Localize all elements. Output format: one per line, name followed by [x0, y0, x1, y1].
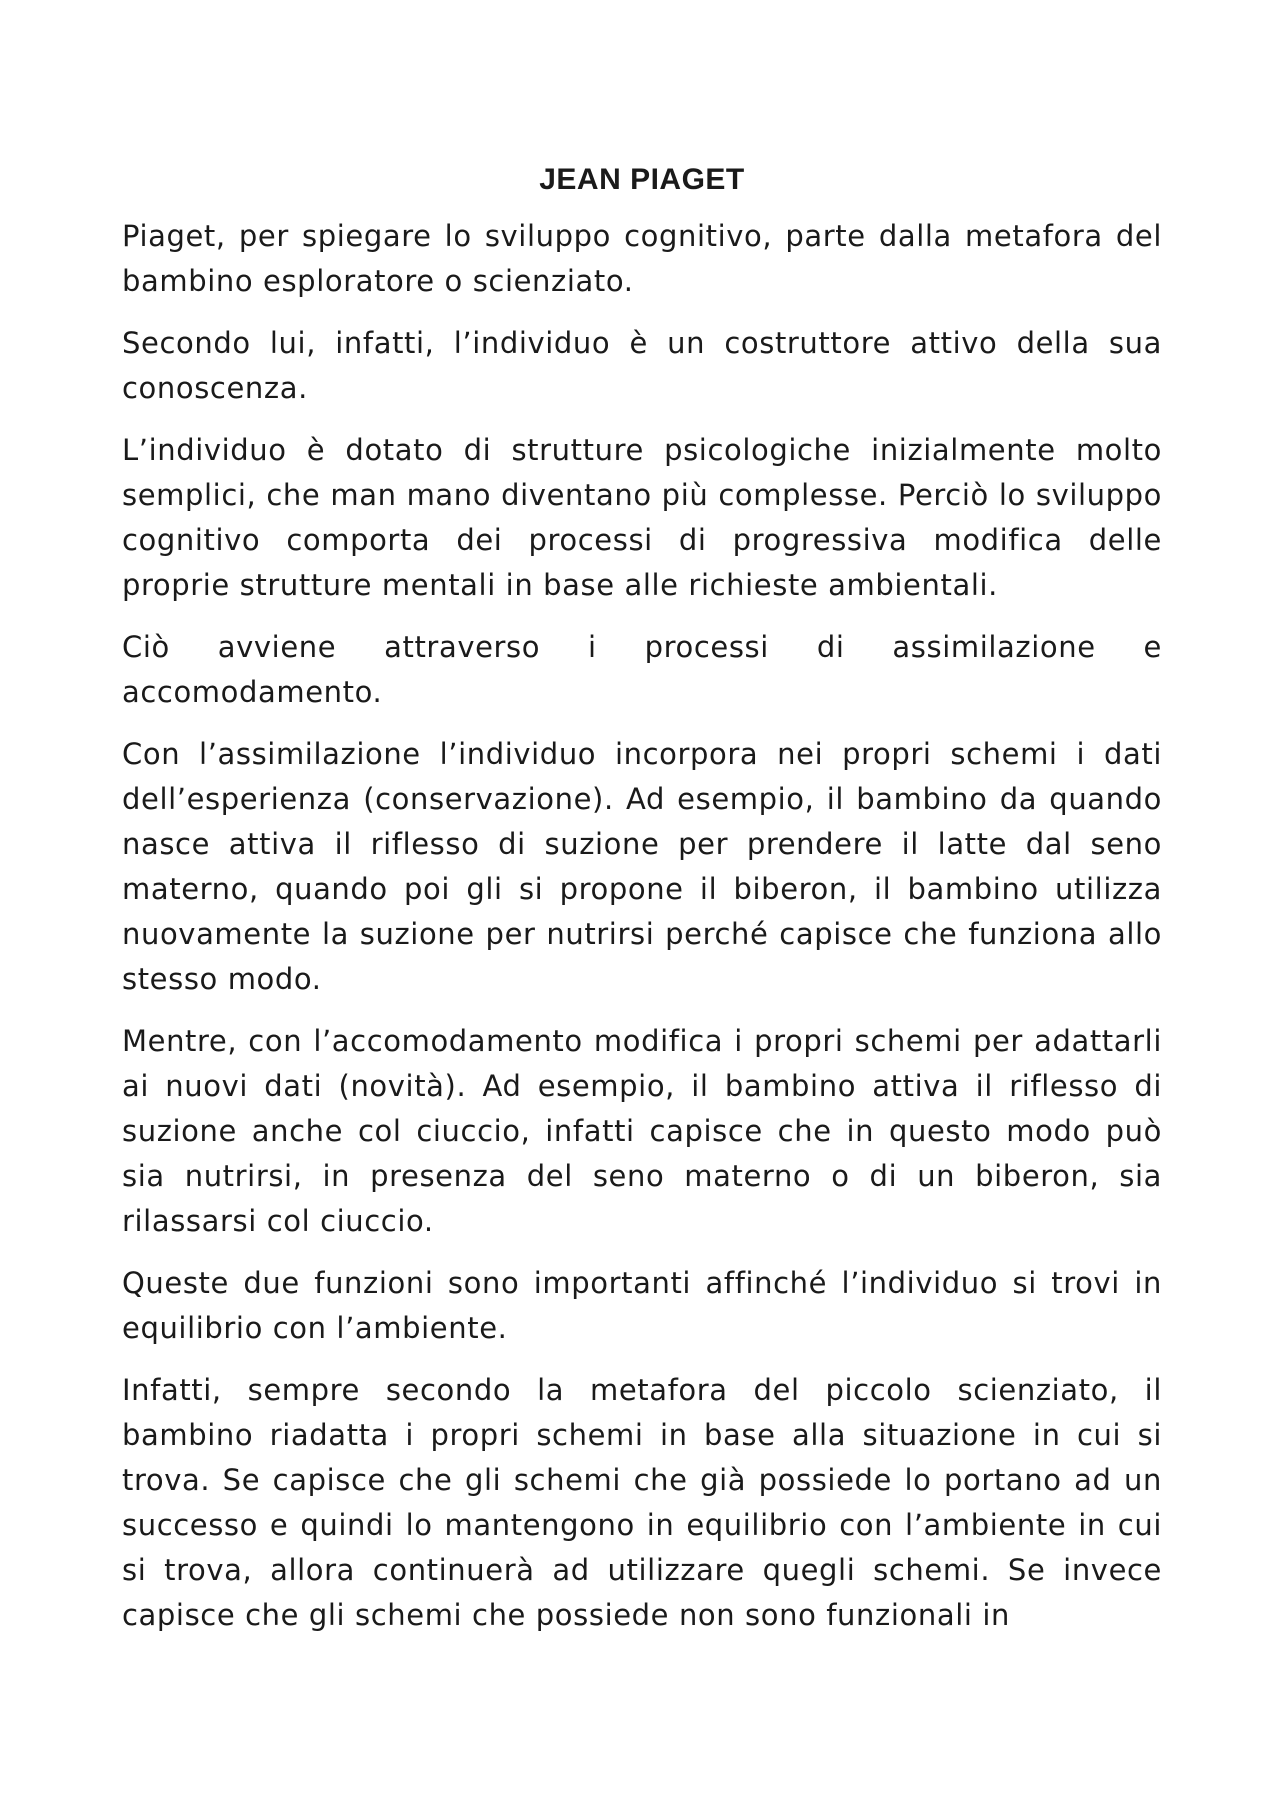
paragraph-1: Piaget, per spiegare lo sviluppo cognitivo, parte dalla metafora del bambino esploratore o scienziato. [122, 219, 1162, 298]
paragraph-3: L’individuo è dotato di strutture psicologiche inizialmente molto semplici, che man mano diventano più complesse. Perciò lo sviluppo cognitivo comporta dei processi di progressiva modifica delle proprie strutture mentali in base alle richieste ambientali. [122, 433, 1162, 602]
paragraph-5: Con l’assimilazione l’individuo incorpora nei propri schemi i dati dell’esperienza (conservazione). Ad esempio, il bambino da quando nasce attiva il riflesso di suzione per prendere il latte dal seno materno, quando poi gli si propone il biberon, il bambino utilizza nuovamente la suzione per nutrirsi perché capisce che funziona allo stesso modo. [122, 737, 1162, 996]
paragraph-2: Secondo lui, infatti, l’individuo è un costruttore attivo della sua conoscenza. [122, 326, 1162, 405]
paragraph-6: Mentre, con l’accomodamento modifica i propri schemi per adattarli ai nuovi dati (novità). Ad esempio, il bambino attiva il riflesso di suzione anche col ciuccio, infatti capisce che in questo modo può sia nutrirsi, in presenza del seno materno o di un biberon, sia rilassarsi col ciuccio. [122, 1024, 1162, 1238]
paragraph-8: Infatti, sempre secondo la metafora del piccolo scienziato, il bambino riadatta i propri schemi in base alla situazione in cui si trova. Se capisce che gli schemi che già possiede lo portano ad un successo e quindi lo mantengono in equilibrio con l’ambiente in cui si trova, allora continuerà ad utilizzare quegli schemi. Se invece capisce che gli schemi che possiede non sono funzionali in [122, 1373, 1162, 1632]
paragraph-4: Ciò avviene attraverso i processi di assimilazione e accomodamento. [122, 630, 1162, 709]
page-title: JEAN PIAGET [539, 163, 745, 196]
paragraph-7: Queste due funzioni sono importanti affinché l’individuo si trovi in equilibrio con l’ambiente. [122, 1266, 1162, 1345]
document-body [122, 160, 1162, 1655]
